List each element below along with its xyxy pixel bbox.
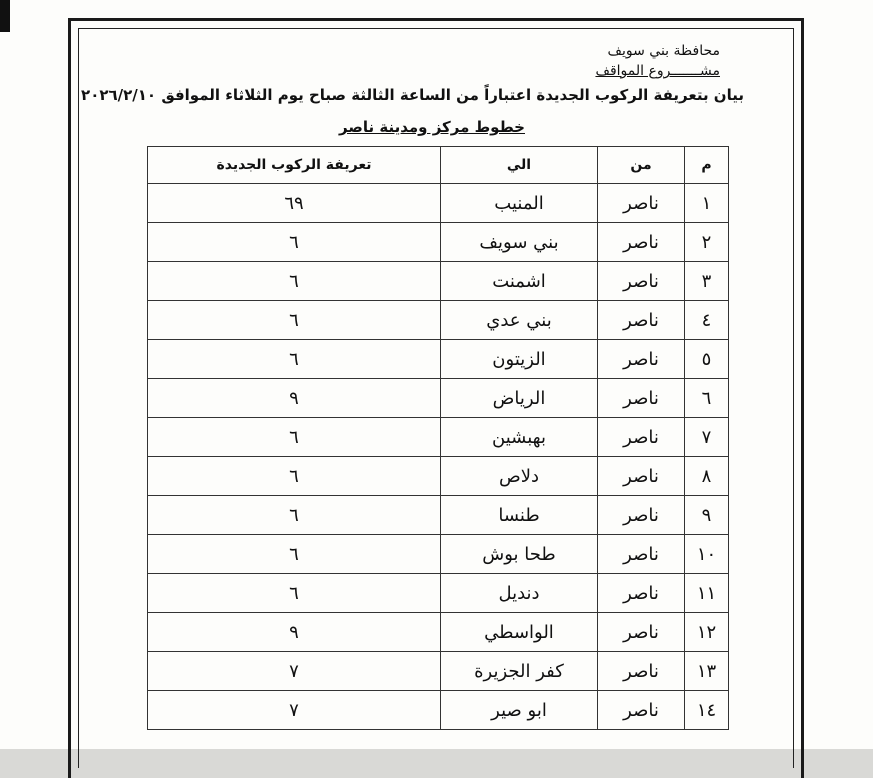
governorate-name: محافظة بني سويف — [607, 43, 720, 59]
row-fare: ٦ — [148, 418, 441, 457]
project-name-text: مشـــــــروع المواقف — [595, 63, 720, 79]
row-from: ناصر — [598, 301, 685, 340]
row-number: ١ — [685, 184, 729, 223]
row-to: المنيب — [441, 184, 598, 223]
row-to: طنسا — [441, 496, 598, 535]
row-number: ١٤ — [685, 691, 729, 730]
row-number: ٥ — [685, 340, 729, 379]
fare-table — [147, 146, 729, 730]
row-to: ابو صير — [441, 691, 598, 730]
table-row — [148, 574, 729, 613]
table-row — [148, 223, 729, 262]
row-number: ١٢ — [685, 613, 729, 652]
row-from: ناصر — [598, 535, 685, 574]
column-header-number: م — [685, 147, 729, 184]
table-row — [148, 340, 729, 379]
row-fare: ٦ — [148, 496, 441, 535]
row-number: ١٠ — [685, 535, 729, 574]
row-fare: ٦ — [148, 340, 441, 379]
project-name — [520, 63, 720, 79]
table-row — [148, 496, 729, 535]
table-row — [148, 652, 729, 691]
table-row — [148, 418, 729, 457]
document-title: بيان بتعريفة الركوب الجديدة اعتباراً من الساعة الثالثة صباح يوم الثلاثاء الموافق ٢٠٢٦/٢/١٠ — [81, 86, 744, 104]
row-to: بني سويف — [441, 223, 598, 262]
row-fare: ٩ — [148, 379, 441, 418]
row-fare: ٦ — [148, 574, 441, 613]
row-number: ٩ — [685, 496, 729, 535]
row-fare: ٧ — [148, 652, 441, 691]
row-fare: ٦ — [148, 301, 441, 340]
row-number: ٧ — [685, 418, 729, 457]
table-row — [148, 535, 729, 574]
row-to: كفر الجزيرة — [441, 652, 598, 691]
row-number: ٨ — [685, 457, 729, 496]
row-number: ١٣ — [685, 652, 729, 691]
row-to: بهبشين — [441, 418, 598, 457]
column-header-to: الي — [441, 147, 598, 184]
row-from: ناصر — [598, 457, 685, 496]
table-row — [148, 613, 729, 652]
row-from: ناصر — [598, 652, 685, 691]
row-number: ٢ — [685, 223, 729, 262]
row-from: ناصر — [598, 496, 685, 535]
row-from: ناصر — [598, 262, 685, 301]
row-fare: ٦ — [148, 535, 441, 574]
row-to: بني عدي — [441, 301, 598, 340]
table-row — [148, 691, 729, 730]
row-from: ناصر — [598, 184, 685, 223]
row-number: ٦ — [685, 379, 729, 418]
table-row — [148, 301, 729, 340]
row-number: ٣ — [685, 262, 729, 301]
row-from: ناصر — [598, 613, 685, 652]
column-header-from: من — [598, 147, 685, 184]
row-from: ناصر — [598, 574, 685, 613]
table-row — [148, 184, 729, 223]
table-row — [148, 379, 729, 418]
row-number: ٤ — [685, 301, 729, 340]
row-fare: ٩ — [148, 613, 441, 652]
table-row — [148, 262, 729, 301]
row-fare: ٦ — [148, 262, 441, 301]
row-to: دنديل — [441, 574, 598, 613]
row-from: ناصر — [598, 340, 685, 379]
table-header-row — [148, 147, 729, 184]
row-from: ناصر — [598, 418, 685, 457]
column-header-fare: تعريفة الركوب الجديدة — [148, 147, 441, 184]
row-to: الواسطي — [441, 613, 598, 652]
row-from: ناصر — [598, 379, 685, 418]
row-fare: ٦ — [148, 457, 441, 496]
row-to: طحا بوش — [441, 535, 598, 574]
row-fare: ٦ — [148, 223, 441, 262]
row-to: اشمنت — [441, 262, 598, 301]
row-fare: ٧ — [148, 691, 441, 730]
row-fare: ٦٩ — [148, 184, 441, 223]
row-to: الرياض — [441, 379, 598, 418]
row-to: دلاص — [441, 457, 598, 496]
scan-edge-mark — [0, 0, 10, 32]
row-from: ناصر — [598, 223, 685, 262]
document-subtitle: خطوط مركز ومدينة ناصر — [339, 118, 525, 136]
table-row — [148, 457, 729, 496]
row-from: ناصر — [598, 691, 685, 730]
row-number: ١١ — [685, 574, 729, 613]
row-to: الزيتون — [441, 340, 598, 379]
